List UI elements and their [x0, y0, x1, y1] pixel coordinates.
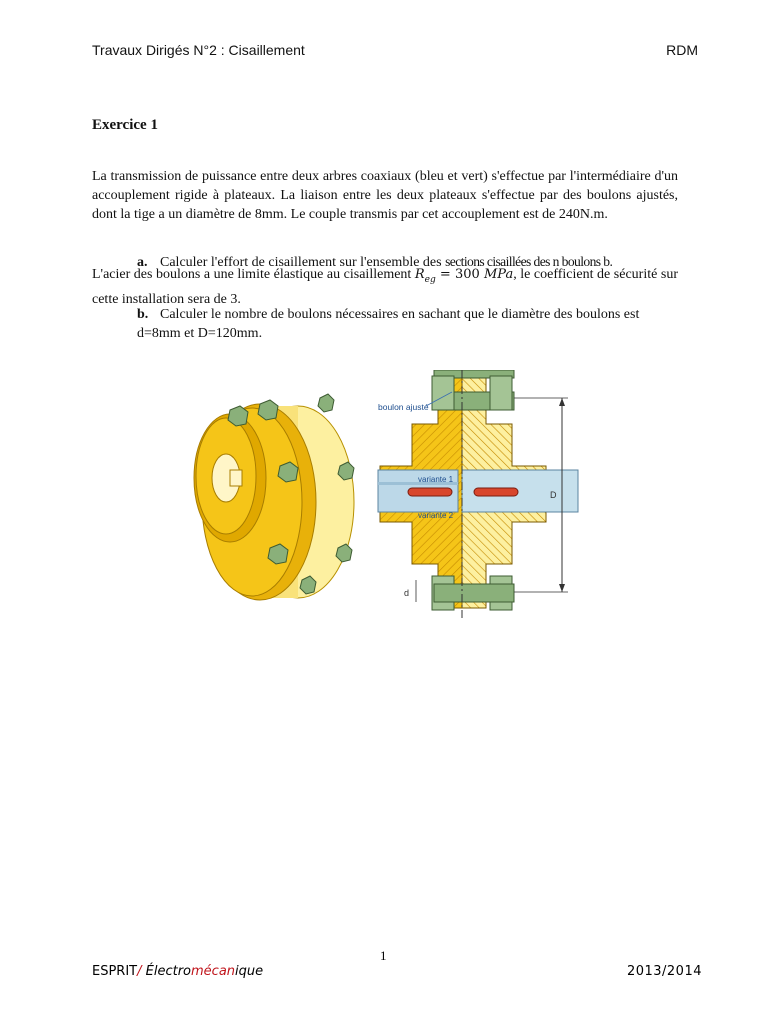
variant-1-label: variante 1 [418, 475, 454, 484]
math-unit: MPa [483, 267, 514, 282]
header-subject: RDM [666, 42, 698, 58]
footer-year: 2013/2014 [626, 964, 702, 979]
question-a-text-condensed: sections cisaillées des n boulons b. [445, 254, 613, 269]
question-b-label: b. [137, 307, 149, 322]
bolt-label: boulon ajusté [378, 402, 429, 412]
coupling-figure [190, 370, 590, 632]
variant-2-label: variante 2 [418, 511, 454, 520]
coupling-section-view [378, 370, 578, 620]
question-a-label: a. [137, 255, 148, 270]
exercise-intro: La transmission de puissance entre deux arbres coaxiaux (bleu et vert) s'effectue par l'intermédiaire d'un accouplement rigide à plateaux. La liaison entre les deux plateaux s'effectue par des boulons ajustés, dont la tige a un diamètre de 8mm. Le couple transmis par cet accouplement est de 240N.m. [92, 169, 678, 222]
exercise-title: Exercice 1 [92, 117, 158, 133]
question-a-text: Calculer l'effort de cisaillement sur l'ensemble des [160, 255, 446, 270]
dimension-d-label: d [404, 588, 410, 598]
coupling-3d-view [194, 394, 354, 600]
question-b [137, 305, 678, 343]
question-a-continuation: L'acier des boulons a une limite élastique au cisaillement $R_{eg} = 300$ MPa, le coefficient de sécurité sur cette installation sera de 3. [92, 267, 678, 307]
math-equation: = 300 [435, 267, 484, 282]
footer-school: ESPRIT [92, 964, 138, 979]
footer-institution: ESPRIT/ Électromécanique [92, 964, 264, 979]
page-number: 1 [380, 948, 387, 963]
header-title: Travaux Dirigés N°2 : Cisaillement [92, 42, 305, 58]
question-b-text: Calculer le nombre de boulons nécessaires en sachant que le diamètre des boulons est d=8mm et D=120mm. [137, 307, 640, 341]
math-symbol: R [414, 267, 425, 282]
dimension-D-label: D [550, 490, 557, 500]
math-subscript: eg [424, 274, 436, 285]
